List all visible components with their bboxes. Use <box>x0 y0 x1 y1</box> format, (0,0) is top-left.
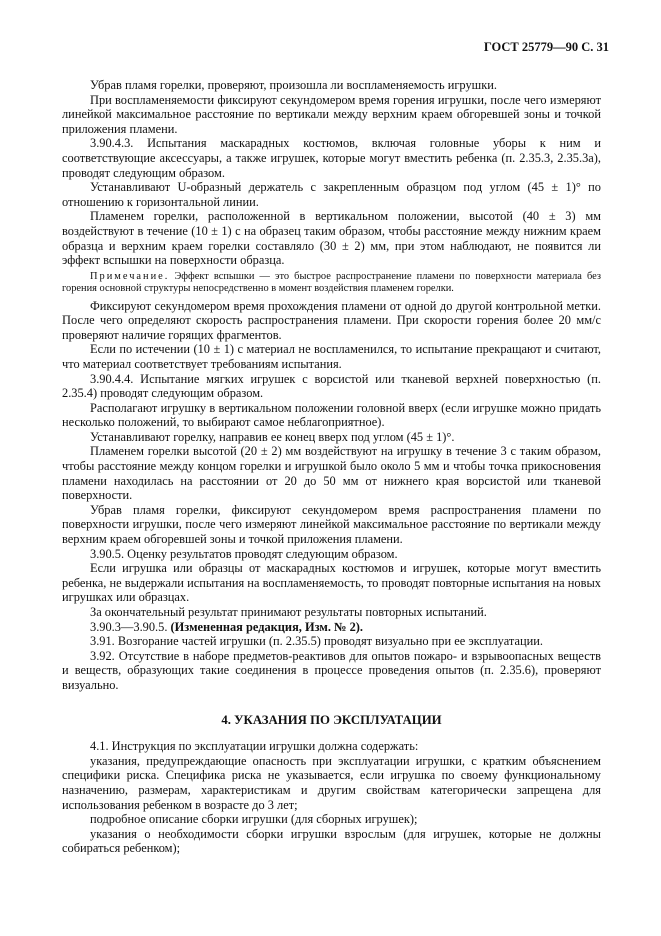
amendment-text: (Измененная редакция, Изм. № 2). <box>170 619 364 634</box>
paragraph: Устанавливают U-образный держатель с закрепленным образцом под углом (45 ± 1)° по отношению к горизонтальной линии. <box>62 180 601 209</box>
list-item: указания, предупреждающие опасность при эксплуатации игрушки, с кратким объяснением специфики риска. Специфика риска не указывается, если игрушка по своему функциональному назначению, размерам, характеристикам и другим свойствам категорически запрещена для использования ребенком в возрасте до 3 лет; <box>62 753 601 812</box>
section-4-heading: 4. УКАЗАНИЯ ПО ЭКСПЛУАТАЦИИ <box>221 712 442 727</box>
clause-4-1: 4.1. Инструкция по эксплуатации игрушки должна содержать: <box>90 739 419 754</box>
paragraph: Если по истечении (10 ± 1) с материал не воспламенился, то испытание прекращают и считают, что материал соответствует требованиям испытания. <box>62 342 601 371</box>
clause-3-90-4-4: 3.90.4.4. Испытание мягких игрушек с ворсистой или тканевой верхней поверхностью (п. 2.35.4) проводят следующим образом. <box>62 371 601 401</box>
note <box>62 271 601 296</box>
amendment-range: 3.90.3—3.90.5. <box>90 619 171 634</box>
clause-3-90-5: 3.90.5. Оценку результатов проводят следующим образом. <box>90 546 398 561</box>
paragraph: Убрав пламя горелки, фиксируют секундомером время распространения пламени по поверхности игрушки, после чего измеряют линейкой максимальное расстояние по вертикали между верхним краем обгоревшей зоны и точкой приложения пламени. <box>62 502 601 547</box>
list-item: указания о необходимости сборки игрушки взрослым (для игрушек, которые не должны собираться ребенком); <box>62 826 601 856</box>
paragraph: За окончательный результат принимают результаты повторных испытаний. <box>90 605 487 619</box>
paragraph: Если игрушка или образцы от маскарадных костюмов и игрушек, которые могут вместить ребенка, не выдержали испытания на воспламеняемость, то проводят повторные испытания на новых игрушках или образцах. <box>62 561 601 605</box>
paragraph: Пламенем горелки высотой (20 ± 2) мм воздействуют на игрушку в течение 3 с таким образом, чтобы расстояние между концом горелки и игрушкой было около 5 мм и чтобы точка прикосновения пламени находилась на расстоянии от 20 до 50 мм от нижнего края ворсистой или тканевой поверхности. <box>62 444 601 503</box>
paragraph: Располагают игрушку в вертикальном положении головной вверх (если игрушке можно придать несколько положений, то выбирают самое неблагоприятное). <box>62 400 601 430</box>
amendment-note <box>62 620 601 635</box>
paragraph: При воспламеняемости фиксируют секундомером время горения игрушки, после чего измеряют линейкой максимальное расстояние по вертикали между верхним краем обгоревшей зоны и точкой приложения пламени. <box>62 92 601 136</box>
clause-3-92: 3.92. Отсутствие в наборе предметов-реактивов для опытов пожаро- и взрывоопасных веществ и веществ, образующих такие соединения в процессе проведения опытов (п. 2.35.6), проверяют визуально. <box>62 648 601 692</box>
document-body <box>62 78 601 856</box>
clause-3-90-4-3: 3.90.4.3. Испытания маскарадных костюмов, включая головные уборы к ним и соответствующие аксессуары, а также игрушек, которые могут вместить ребенка (п. 2.35.3, 2.35.3а), проводят следующим образом. <box>62 136 601 180</box>
paragraph: Фиксируют секундомером время прохождения пламени от одной до другой контрольной метки. После чего определяют скорость распространения пламени. При скорости горения более 20 мм/с проверяют наличие горящих фрагментов. <box>62 298 601 342</box>
note-label: Примечание. <box>90 270 170 282</box>
paragraph: Убрав пламя горелки, проверяют, произошла ли воспламеняемость игрушки. <box>90 78 497 92</box>
clause-3-91: 3.91. Возгорание частей игрушки (п. 2.35.5) проводят визуально при ее эксплуатации. <box>90 634 543 649</box>
paragraph: Устанавливают горелку, направив ее конец вверх под углом (45 ± 1)°. <box>90 429 455 444</box>
paragraph: Пламенем горелки, расположенной в вертикальном положении, высотой (40 ± 3) мм воздействуют в течение (10 ± 1) с на образец таким образом, чтобы расстояние между нижним краем образца и верхним краем горелки составляло (30 ± 2) мм, при этом наблюдают, не появится ли эффект вспышки на поверхности образца. <box>62 209 601 268</box>
note-text: Эффект вспышки — это быстрое распространение пламени по поверхности материала без горения основной структуры непосредственно в момент воздействия пламенем горелки. <box>62 270 601 295</box>
list-item: подробное описание сборки игрушки (для сборных игрушек); <box>90 812 418 827</box>
page-header: ГОСТ 25779—90 С. 31 <box>483 40 609 54</box>
